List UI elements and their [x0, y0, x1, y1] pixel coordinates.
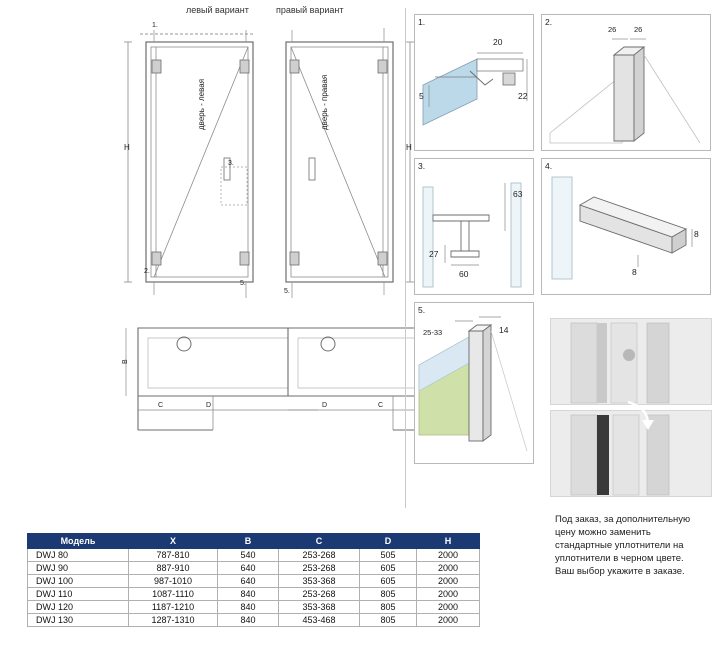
detail-1-dim-5: 5 [419, 91, 424, 101]
cell-c: 253-268 [279, 588, 360, 601]
cell-model: DWJ 100 [28, 575, 129, 588]
detail-5-dim-14: 14 [499, 325, 509, 335]
cell-b: 640 [218, 575, 279, 588]
detail-2-dim-26a: 26 [608, 25, 617, 34]
cell-x: 987-1010 [129, 575, 218, 588]
detail-3-dim-63: 63 [513, 189, 523, 199]
seal-photo-standard [550, 318, 712, 405]
table-header-row [28, 534, 480, 549]
cell-d: 605 [360, 575, 417, 588]
cell-model: DWJ 120 [28, 601, 129, 614]
cell-h: 2000 [417, 601, 480, 614]
detail-3-drawing [415, 159, 533, 294]
table-row [28, 601, 480, 614]
detail-1-dim-22: 22 [518, 91, 528, 101]
cell-h: 2000 [417, 562, 480, 575]
table-row [28, 588, 480, 601]
cell-model: DWJ 130 [28, 614, 129, 627]
detail-2-index: 2. [545, 17, 553, 27]
th-c: C [279, 534, 360, 549]
cell-x: 1187-1210 [129, 601, 218, 614]
cell-d: 805 [360, 588, 417, 601]
detail-2-drawing [542, 15, 710, 150]
elevation-left-height-label: H [124, 143, 130, 152]
cell-c: 453-468 [279, 614, 360, 627]
elevation-left-mark-2: 2. [144, 268, 150, 275]
elevation-left-mark-3: 3. [228, 160, 234, 167]
cell-model: DWJ 90 [28, 562, 129, 575]
cell-d: 605 [360, 562, 417, 575]
detail-1-drawing [415, 15, 533, 150]
table-row [28, 549, 480, 562]
cell-b: 540 [218, 549, 279, 562]
plan-right-label-d: D [322, 402, 328, 409]
detail-2-dim-26b: 26 [634, 25, 643, 34]
cell-x: 887-910 [129, 562, 218, 575]
cell-h: 2000 [417, 614, 480, 627]
elevation-left-mark-1: 1. [152, 22, 158, 29]
cell-d: 505 [360, 549, 417, 562]
detail-1-dim-20: 20 [493, 37, 503, 47]
label-door-left: дверь - левая [197, 78, 206, 130]
elevation-right-height-label: H [406, 143, 412, 152]
plan-left-label-d: D [206, 402, 212, 409]
cell-b: 840 [218, 601, 279, 614]
label-door-right: дверь - правая [320, 74, 329, 130]
cell-b: 840 [218, 588, 279, 601]
th-b: B [218, 534, 279, 549]
cell-h: 2000 [417, 549, 480, 562]
plan-left-label-b: B [122, 359, 129, 364]
detail-4-dim-8b: 8 [632, 267, 637, 277]
detail-4-drawing [542, 159, 710, 294]
column-divider [405, 8, 406, 508]
cell-model: DWJ 80 [28, 549, 129, 562]
detail-4-index: 4. [545, 161, 553, 171]
detail-5-dim-range: 25-33 [423, 328, 443, 337]
cell-b: 840 [218, 614, 279, 627]
detail-panel-1 [414, 14, 534, 151]
detail-panel-5 [414, 302, 534, 464]
cell-c: 253-268 [279, 562, 360, 575]
cell-c: 253-268 [279, 549, 360, 562]
detail-panel-2 [541, 14, 711, 151]
cell-h: 2000 [417, 575, 480, 588]
cell-d: 805 [360, 601, 417, 614]
table-row [28, 562, 480, 575]
cell-x: 787-810 [129, 549, 218, 562]
cell-model: DWJ 110 [28, 588, 129, 601]
plan-left-label-c: C [158, 402, 164, 409]
elevation-left-mark-5: 5. [240, 280, 246, 287]
cell-c: 353-368 [279, 601, 360, 614]
detail-4-dim-8a: 8 [694, 229, 699, 239]
th-d: D [360, 534, 417, 549]
detail-panel-3 [414, 158, 534, 295]
elevation-right-mark-5: 5. [284, 288, 290, 295]
cell-b: 640 [218, 562, 279, 575]
detail-3-dim-60: 60 [459, 269, 469, 279]
caption-left-variant: левый вариант [186, 5, 249, 15]
detail-panel-4 [541, 158, 711, 295]
arrow-down-icon [622, 400, 662, 434]
cell-d: 805 [360, 614, 417, 627]
detail-3-index: 3. [418, 161, 426, 171]
cell-h: 2000 [417, 588, 480, 601]
detail-1-index: 1. [418, 17, 426, 27]
cell-x: 1087-1110 [129, 588, 218, 601]
th-x: X [129, 534, 218, 549]
detail-5-drawing [415, 303, 533, 463]
specification-table [27, 533, 480, 627]
plan-right-label-c: C [378, 402, 384, 409]
caption-right-variant: правый вариант [276, 5, 344, 15]
cell-x: 1287-1310 [129, 614, 218, 627]
cell-c: 353-368 [279, 575, 360, 588]
detail-5-index: 5. [418, 305, 426, 315]
th-model: Модель [28, 534, 129, 549]
th-h: H [417, 534, 480, 549]
table-row [28, 575, 480, 588]
detail-3-dim-27: 27 [429, 249, 439, 259]
order-note-text: Под заказ, за дополнительную цену можно заменить стандартные уплотнители на уплотнители в черном цвете. Ваш выбор укажите в заказе. [555, 514, 691, 577]
table-row [28, 614, 480, 627]
